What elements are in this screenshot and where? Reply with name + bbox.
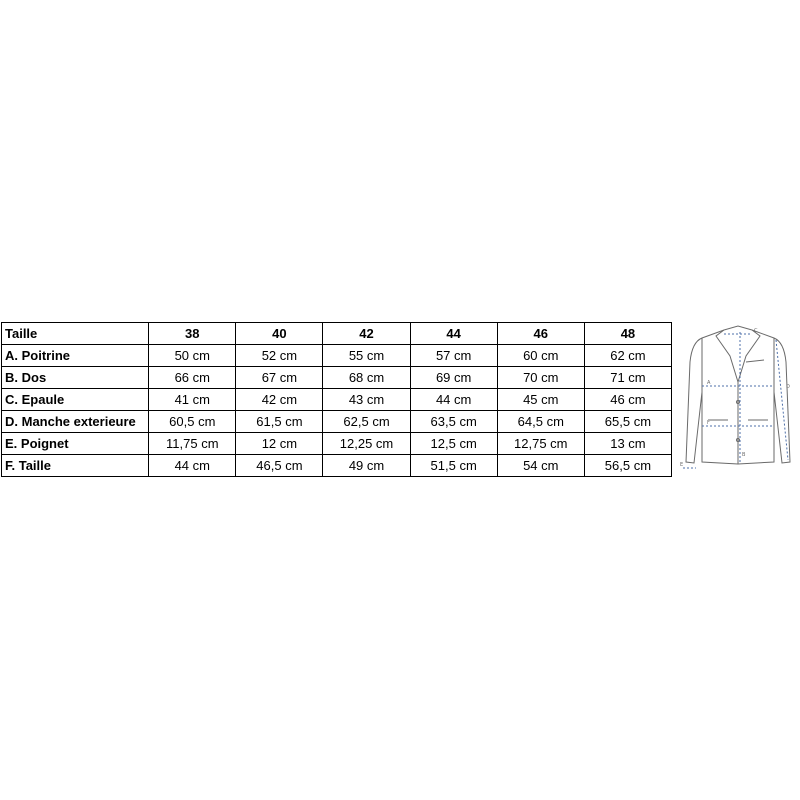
table-cell: 41 cm [149, 389, 236, 411]
table-cell: 43 cm [323, 389, 410, 411]
table-cell: 62,5 cm [323, 411, 410, 433]
marker-e: E [680, 462, 684, 468]
table-cell: 69 cm [410, 367, 497, 389]
size-header: 38 [149, 323, 236, 345]
row-label: A. Poitrine [2, 345, 149, 367]
row-label: F. Taille [2, 455, 149, 477]
jacket-right-sleeve [752, 330, 790, 463]
marker-f: F [707, 420, 710, 426]
table-cell: 61,5 cm [236, 411, 323, 433]
table-cell: 66 cm [149, 367, 236, 389]
table-cell: 54 cm [497, 455, 584, 477]
table-cell: 56,5 cm [584, 455, 671, 477]
jacket-measurement-diagram-icon [680, 322, 796, 470]
table-cell: 62 cm [584, 345, 671, 367]
table-cell: 64,5 cm [497, 411, 584, 433]
table-cell: 12,5 cm [410, 433, 497, 455]
size-chart-table [1, 322, 672, 477]
table-cell: 42 cm [236, 389, 323, 411]
size-header: 44 [410, 323, 497, 345]
table-cell: 46 cm [584, 389, 671, 411]
table-cell: 45 cm [497, 389, 584, 411]
table-row [2, 389, 672, 411]
table-cell: 55 cm [323, 345, 410, 367]
table-header-row [2, 323, 672, 345]
size-header: 46 [497, 323, 584, 345]
table-cell: 57 cm [410, 345, 497, 367]
jacket-right-lapel [738, 330, 760, 382]
table-row [2, 411, 672, 433]
table-cell: 60 cm [497, 345, 584, 367]
measure-line-sleeve [776, 340, 788, 460]
row-label: B. Dos [2, 367, 149, 389]
table-cell: 67 cm [236, 367, 323, 389]
table-cell: 52 cm [236, 345, 323, 367]
jacket-collar [724, 326, 752, 330]
table-cell: 46,5 cm [236, 455, 323, 477]
table-row [2, 367, 672, 389]
marker-c: C [754, 328, 758, 334]
table-cell: 65,5 cm [584, 411, 671, 433]
jacket-left-lapel [716, 330, 738, 382]
table-cell: 63,5 cm [410, 411, 497, 433]
marker-d: D [786, 384, 790, 390]
table-cell: 50 cm [149, 345, 236, 367]
table-cell: 12,25 cm [323, 433, 410, 455]
table-cell: 51,5 cm [410, 455, 497, 477]
row-label: E. Poignet [2, 433, 149, 455]
table-cell: 60,5 cm [149, 411, 236, 433]
header-label: Taille [2, 323, 149, 345]
table-cell: 11,75 cm [149, 433, 236, 455]
table-row [2, 433, 672, 455]
table-cell: 12,75 cm [497, 433, 584, 455]
table-cell: 12 cm [236, 433, 323, 455]
table-cell: 49 cm [323, 455, 410, 477]
size-header: 48 [584, 323, 671, 345]
size-header: 42 [323, 323, 410, 345]
table-cell: 44 cm [149, 455, 236, 477]
table-row [2, 455, 672, 477]
marker-b: B [742, 452, 746, 458]
table-cell: 71 cm [584, 367, 671, 389]
table-cell: 44 cm [410, 389, 497, 411]
table-cell: 68 cm [323, 367, 410, 389]
table-cell: 70 cm [497, 367, 584, 389]
table-row [2, 345, 672, 367]
row-label: D. Manche exterieure [2, 411, 149, 433]
marker-a: A [707, 380, 711, 386]
jacket-left-sleeve [686, 330, 724, 463]
row-label: C. Epaule [2, 389, 149, 411]
jacket-chest-pocket [746, 360, 764, 362]
table-cell: 13 cm [584, 433, 671, 455]
size-header: 40 [236, 323, 323, 345]
